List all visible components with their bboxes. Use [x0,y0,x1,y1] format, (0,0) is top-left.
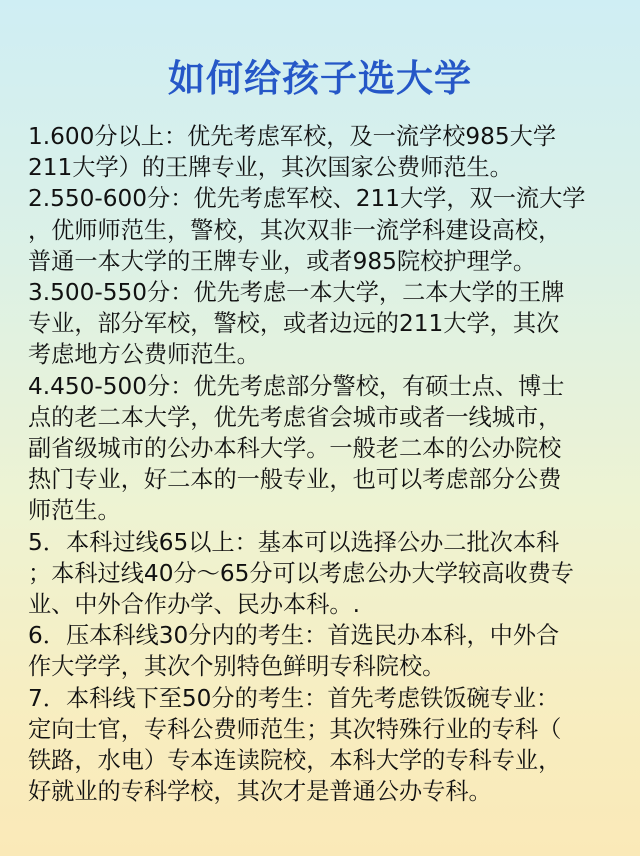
page-title: 如何给孩子选大学 [168,57,472,100]
score-tier-paragraph [28,183,628,277]
text-line: 副省级城市的公办本科大学。一般老二本的公办院校 [28,435,562,463]
score-tier-paragraph [28,371,628,527]
text-line: 4.450-500分：优先考虑部分警校，有硕士点、博士 [28,372,565,400]
text-line: 好就业的专科学校，其次才是普通公办专科。 [28,778,492,806]
text-line: 作大学学，其次个别特色鲜明专科院校。 [28,653,446,681]
score-tier-paragraph [28,683,628,808]
text-line: 2.550-600分：优先考虑军校、211大学，双一流大学 [28,185,586,213]
text-line: 3.500-550分：优先考虑一本大学，二本大学的王牌 [28,279,565,307]
text-line: 6．压本科线30分内的考生：首选民办本科，中外合 [28,622,560,650]
text-line: 热门专业，好二本的一般专业，也可以考虑部分公费 [28,466,562,494]
score-tier-paragraph [28,527,628,621]
text-line: ，优师师范生，警校，其次双非一流学科建设高校， [28,216,562,244]
text-line: 7．本科线下至50分的考生：首先考虑铁饭碗专业： [28,684,560,712]
text-line: ；本科过线40分～65分可以考虑公办大学较高收费专 [28,559,574,587]
text-line: 考虑地方公费师范生。 [28,341,260,369]
text-line: 211大学）的王牌专业，其次国家公费师范生。 [28,154,513,182]
text-line: 普通一本大学的王牌专业，或者985院校护理学。 [28,247,537,275]
text-line: 业、中外合作办学、民办本科。. [28,591,360,619]
score-tier-paragraph [28,620,628,682]
text-line: 专业，部分军校，警校，或者边远的211大学，其次 [28,310,560,338]
text-line: 铁路，水电）专本连读院校，本科大学的专科专业， [28,747,562,775]
article-body [28,121,628,807]
text-line: 师范生。 [28,497,121,525]
text-line: 1.600分以上：优先考虑军校，及一流学校985大学 [28,123,557,150]
text-line: 点的老二本大学，优先考虑省会城市或者一线城市， [28,403,562,431]
score-tier-paragraph [28,277,628,371]
score-tier-paragraph [28,121,628,183]
text-line: 5．本科过线65以上：基本可以选择公办二批次本科 [28,528,560,556]
text-line: 定向士官，专科公费师范生；其次特殊行业的专科（ [28,715,562,743]
